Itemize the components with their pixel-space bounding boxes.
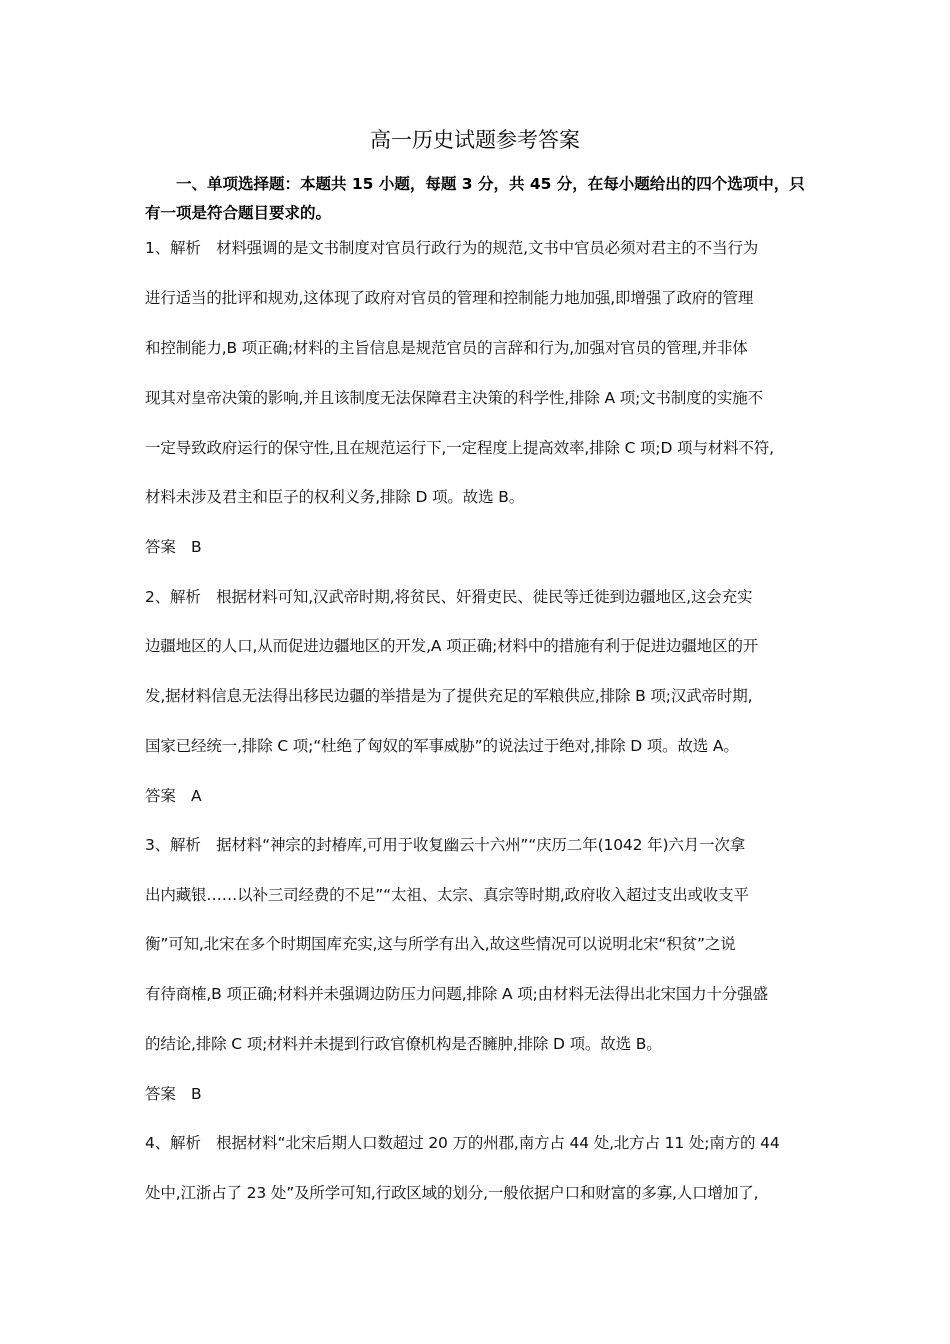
answer-line: 答案 B — [145, 1085, 202, 1103]
section-heading: 一、单项选择题：本题共 15 小题，每题 3 分，共 45 分，在每小题给出的四个选项中，只有一项是符合题目要求的。 — [145, 175, 805, 222]
text-line: 现其对皇帝决策的影响,并且该制度无法保障君主决策的科学性,排除 A 项;文书制度的实施不 — [145, 389, 763, 407]
text-line: 3、解析 据材料“神宗的封椿库,可用于收复幽云十六州”“庆历二年(1042 年)六月一次拿 — [145, 836, 746, 854]
answer-line: 答案 B — [145, 538, 202, 556]
text-line: 边疆地区的人口,从而促进边疆地区的开发,A 项正确;材料中的措施有利于促进边疆地区的开 — [145, 637, 759, 655]
text-line: 衡”可知,北宋在多个时期国库充实,这与所学有出入,故这些情况可以说明北宋“积贫”之说 — [145, 935, 736, 953]
text-line: 一定导致政府运行的保守性,且在规范运行下,一定程度上提高效率,排除 C 项;D 项与材料不符, — [145, 439, 774, 457]
text-line: 进行适当的批评和规劝,这体现了政府对官员的管理和控制能力地加强,即增强了政府的管理 — [145, 289, 754, 307]
document-title: 高一历史试题参考答案 — [370, 128, 580, 152]
answer-line: 答案 A — [145, 787, 202, 805]
text-line: 2、解析 根据材料可知,汉武帝时期,将贫民、奸猾吏民、徙民等迁徙到边疆地区,这会充实 — [145, 588, 753, 606]
text-line: 发,据材料信息无法得出移民边疆的举措是为了提供充足的军粮供应,排除 B 项;汉武帝时期, — [145, 687, 753, 705]
text-line: 处中,江浙占了 23 处”及所学可知,行政区域的划分,一般依据户口和财富的多寡,人口增加了, — [145, 1184, 759, 1202]
text-line: 出内藏银……以补三司经费的不足”“太祖、太宗、真宗等时期,政府收入超过支出或收支平 — [145, 886, 749, 904]
text-line: 4、解析 根据材料“北宋后期人口数超过 20 万的州郡,南方占 44 处,北方占 11 处;南方的 44 — [145, 1134, 780, 1152]
text-line: 1、解析 材料强调的是文书制度对官员行政行为的规范,文书中官员必须对君主的不当行为 — [145, 239, 759, 257]
text-line: 有待商榷,B 项正确;材料并未强调边防压力问题,排除 A 项;由材料无法得出北宋国力十分强盛 — [145, 985, 768, 1003]
text-line: 的结论,排除 C 项;材料并未提到行政官僚机构是否臃肿,排除 D 项。故选 B。 — [145, 1035, 662, 1053]
text-line: 材料未涉及君主和臣子的权利义务,排除 D 项。故选 B。 — [145, 488, 525, 506]
text-line: 和控制能力,B 项正确;材料的主旨信息是规范官员的言辞和行为,加强对官员的管理,并非体 — [145, 339, 748, 357]
text-line: 国家已经统一,排除 C 项;“杜绝了匈奴的军事威胁”的说法过于绝对,排除 D 项。故选 A。 — [145, 737, 739, 755]
